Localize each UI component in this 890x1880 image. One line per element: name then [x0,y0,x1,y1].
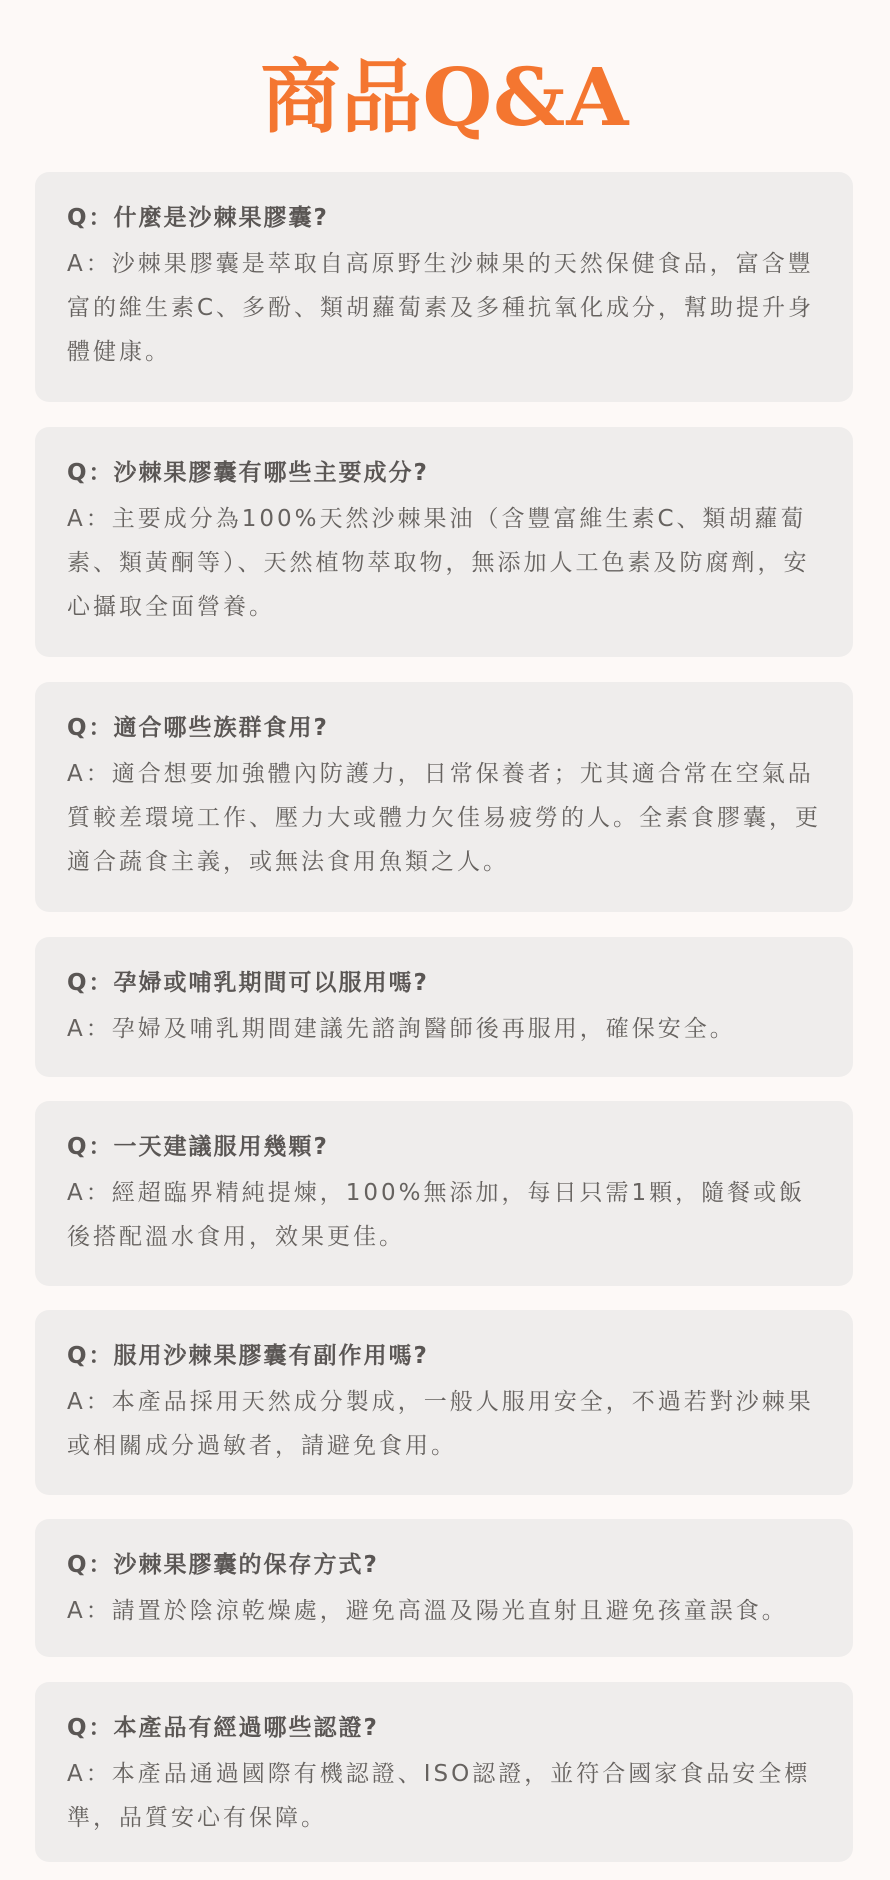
faq-answer: A：本產品通過國際有機認證、ISO認證，並符合國家食品安全標準，品質安心有保障。 [67,1761,811,1831]
faq-item [35,1682,853,1862]
faq-question: Q：適合哪些族群食用? [67,715,329,741]
faq-question: Q：一天建議服用幾顆? [67,1134,329,1160]
page-title: 商品Q&A [260,50,630,144]
faq-answer: A：沙棘果膠囊是萃取自高原野生沙棘果的天然保健食品，富含豐富的維生素C、多酚、類胡蘿蔔素及多種抗氧化成分，幫助提升身體健康。 [67,251,815,365]
faq-item [35,1519,853,1657]
faq-question: Q：本產品有經過哪些認證? [67,1715,379,1741]
faq-answer: A：孕婦及哺乳期間建議先諮詢醫師後再服用，確保安全。 [67,1016,736,1042]
faq-item [35,172,853,402]
faq-item [35,427,853,657]
faq-question: Q：沙棘果膠囊的保存方式? [67,1552,379,1578]
faq-item [35,1101,853,1286]
faq-item [35,682,853,912]
faq-answer: A：主要成分為100%天然沙棘果油（含豐富維生素C、類胡蘿蔔素、類黃酮等）、天然植物萃取物，無添加人工色素及防腐劑，安心攝取全面營養。 [67,506,810,620]
faq-question: Q：什麼是沙棘果膠囊? [67,205,329,231]
faq-answer: A：本產品採用天然成分製成，一般人服用安全，不過若對沙棘果或相關成分過敏者，請避免食用。 [67,1389,814,1459]
faq-question: Q：沙棘果膠囊有哪些主要成分? [67,460,429,486]
faq-item [35,937,853,1077]
faq-question: Q：孕婦或哺乳期間可以服用嗎? [67,970,429,996]
faq-answer: A：經超臨界精純提煉，100%無添加，每日只需1顆，隨餐或飯後搭配溫水食用，效果更佳。 [67,1180,806,1250]
faq-question: Q：服用沙棘果膠囊有副作用嗎? [67,1343,429,1369]
faq-item [35,1310,853,1495]
faq-answer: A：請置於陰涼乾燥處，避免高溫及陽光直射且避免孩童誤食。 [67,1598,788,1624]
faq-answer: A：適合想要加強體內防護力，日常保養者；尤其適合常在空氣品質較差環境工作、壓力大或體力欠佳易疲勞的人。全素食膠囊，更適合蔬食主義，或無法食用魚類之人。 [67,761,821,875]
